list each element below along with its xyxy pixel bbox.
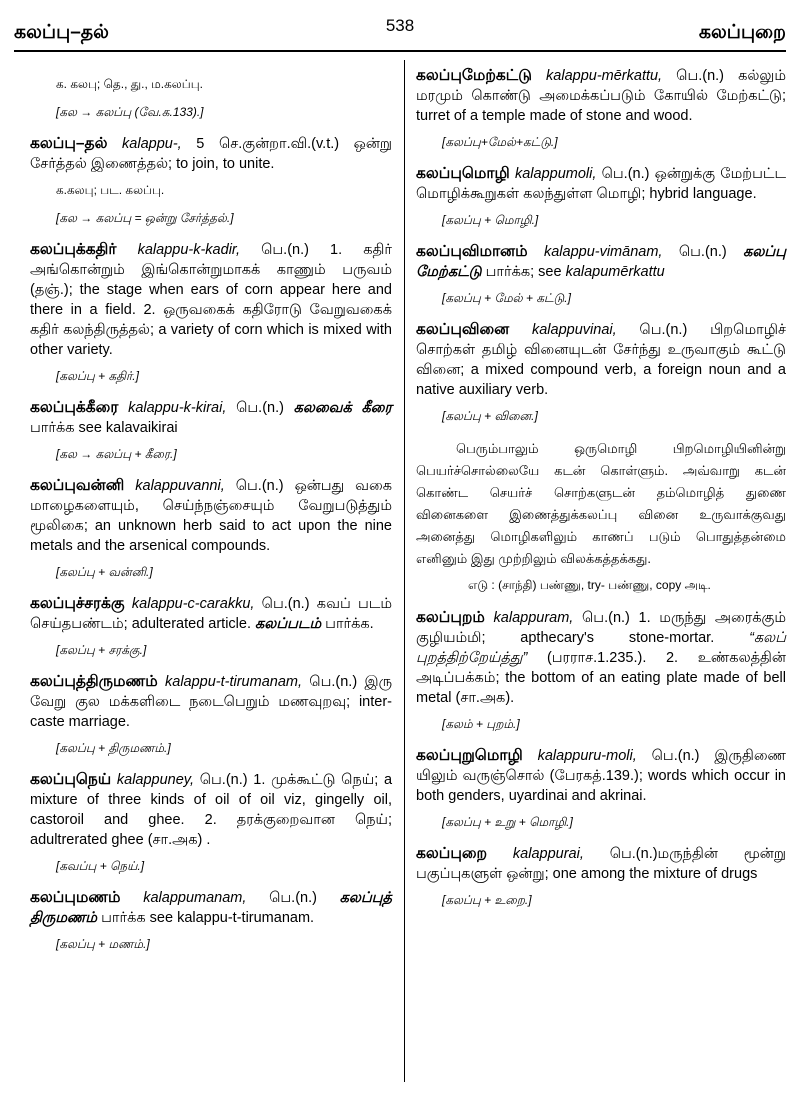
usage-note: பெரும்பாலும் ஒருமொழி பிறமொழியினின்று பெயர்ச்சொல்லையே கடன் கொள்ளும். அவ்வாறு கடன் கொண்ட செயர்ச் சொற்களுடன் தம்மொழித் துணை வினைகளை இணைத்துக்கலப்பு வினை உருவாக்குவது அனைத்து மொழிகளிலும் காணப் படும் பொதுத்தன்மை எனினும் இது முற்றிலும் விலக்கத்தக்கது. bbox=[416, 441, 786, 566]
dictionary-entry bbox=[416, 746, 786, 806]
header-left-guideword: கலப்பு–தல் bbox=[14, 22, 109, 43]
etymology: [கல → கலப்பு = ஒன்று சேர்த்தல்.] bbox=[56, 211, 234, 225]
definition: பெ.(n.) 1. கதிர் அங்கொன்றும் இங்கொன்றுமாகக் காணும் பருவம் (தஞ்.); the stage when ears of corn appear here and there in a field. 2. ஒருவகைக் கதிரோடு வேறுவகைக் கதிர் கலந்திருத்தல்; a variety of corn which is mixed with other variety. bbox=[30, 242, 393, 358]
citation-quote: “கலப் புறத்திற்றேய்த்து” bbox=[416, 630, 786, 666]
dictionary-entry bbox=[30, 240, 392, 360]
headword: கலப்புவிமானம் bbox=[416, 243, 528, 260]
transliteration: kalappurai, bbox=[512, 846, 584, 862]
transliteration: kalappu-, bbox=[122, 136, 182, 152]
right-column bbox=[416, 66, 786, 922]
headword: கலப்புநெய் bbox=[30, 771, 112, 788]
headword: கலப்புக்கதிர் bbox=[30, 241, 117, 258]
definition: பார்க்க; see bbox=[481, 264, 566, 280]
transliteration: kalappuvanni, bbox=[135, 478, 225, 494]
etymology: [கல → கலப்பு + கீரை.] bbox=[56, 447, 177, 461]
definition: பெ.(n.) bbox=[246, 890, 340, 906]
transliteration: kalappumoli, bbox=[514, 166, 597, 182]
definition: 5 செ.குன்றா.வி.(v.t.) ஒன்று சேர்த்தல் இணைத்தல்; to join, to unite. bbox=[30, 136, 393, 172]
transliteration: kalappu-vimānam, bbox=[543, 244, 663, 260]
dictionary-entry bbox=[416, 608, 786, 708]
transliteration: kalappuvinai, bbox=[531, 322, 617, 338]
etymology: [கலப்பு + வன்னி.] bbox=[56, 565, 153, 579]
transliteration: kalappumanam, bbox=[143, 890, 247, 906]
dictionary-entry bbox=[416, 164, 786, 204]
etymology: [கலப்பு + சரக்கு.] bbox=[56, 643, 147, 657]
dictionary-entry bbox=[416, 844, 786, 884]
definition: பார்க்க see kalavaikirai bbox=[30, 420, 178, 436]
definition: (பரராச.1.235.). 2. உண்கலத்தின் அடிப்பக்கம்; the bottom of an eating plate made of bell metal (சா.அக). bbox=[416, 650, 786, 706]
definition: பார்க்க. bbox=[321, 616, 374, 632]
headword: கலப்புமணம் bbox=[30, 889, 121, 906]
headword: கலப்புக்கீரை bbox=[30, 399, 119, 416]
header-right-guideword: கலப்புறை bbox=[698, 22, 786, 43]
definition: பெ.(n.) இருதிணை யிலும் வருஞ்சொல் (பேரகத்.139.); words which occur in both genders, uyardinai and akrinai. bbox=[416, 748, 786, 804]
page-number: 538 bbox=[385, 16, 415, 35]
etymology: [கலப்பு + மேல் + கட்டு.] bbox=[442, 291, 571, 305]
transliteration: kalappuram, bbox=[493, 610, 574, 626]
headword: கலப்புறம் bbox=[416, 609, 485, 626]
definition: பார்க்க see kalappu-t-tirumanam. bbox=[97, 910, 315, 926]
etymology: [கலப்பு+மேல்+கட்டு.] bbox=[442, 135, 558, 149]
definition: பெ.(n.) இரு வேறு குல மக்களிடை நடைபெறும் மணவுறவு; inter-caste marriage. bbox=[30, 674, 393, 730]
definition: பெ.(n.) கல்லும் மரமும் கொண்டு அமைக்கப்படும் கோயில் மேற்கட்டு; turret of a temple made of stone and wood. bbox=[416, 68, 786, 124]
headword: கலப்புமொழி bbox=[416, 165, 510, 182]
headword: கலப்புறுமொழி bbox=[416, 747, 523, 764]
headword: கலப்புவன்னி bbox=[30, 477, 125, 494]
dictionary-entry bbox=[30, 476, 392, 556]
dictionary-entry bbox=[30, 672, 392, 732]
page-header bbox=[14, 16, 786, 50]
etymology: [கலப்பு + மொழி.] bbox=[442, 213, 539, 227]
definition: பெ.(n.)மருந்தின் மூன்று பகுப்புகளுள் ஒன்று; one among the mixture of drugs bbox=[416, 846, 786, 882]
dictionary-entry bbox=[416, 242, 786, 282]
transliteration: kalappu-k-kadir, bbox=[137, 242, 240, 258]
definition: பெ.(n.) பிறமொழிச் சொற்கள் தமிழ் வினையுடன் சேர்ந்து உருவாகும் கூட்டு வினை; a mixed compound verb, a foreign noun and a native auxiliary verb. bbox=[416, 322, 786, 398]
transliteration: kalappuru-moli, bbox=[537, 748, 637, 764]
header-rule bbox=[14, 50, 786, 52]
etymology: [கவப்பு + நெய்.] bbox=[56, 859, 145, 873]
transliteration: kalappuney, bbox=[116, 772, 194, 788]
etymology: [கலம் + புறம்.] bbox=[442, 717, 520, 731]
etymology: [கலப்பு + உறை.] bbox=[442, 893, 532, 907]
headword: கலப்புச்சரக்கு bbox=[30, 595, 125, 612]
dictionary-entry bbox=[416, 66, 786, 126]
etymology: [கல → கலப்பு (வே.க.133).] bbox=[56, 105, 204, 119]
etymology: [கலப்பு + வினை.] bbox=[442, 409, 538, 423]
headword: கலப்புறை bbox=[416, 845, 488, 862]
dictionary-entry bbox=[416, 320, 786, 400]
transliteration: kalappu-c-carakku, bbox=[131, 596, 255, 612]
headword: கலப்புமேற்கட்டு bbox=[416, 67, 532, 84]
dictionary-entry bbox=[30, 888, 392, 928]
dictionary-entry bbox=[30, 134, 392, 174]
usage-example: எடு : (சாந்தி) பண்ணு, try- பண்ணு, copy அடி. bbox=[468, 578, 711, 592]
headword: கலப்புவினை bbox=[416, 321, 510, 338]
transliteration: kalappu-t-tirumanam, bbox=[165, 674, 302, 690]
cognates: க.கலபு; பட. கலப்பு. bbox=[56, 183, 165, 197]
dictionary-entry bbox=[30, 770, 392, 850]
headword: கலப்பு–தல் bbox=[30, 135, 108, 152]
cross-reference: கலப்படம் bbox=[255, 616, 322, 632]
etymology: [கலப்பு + கதிர்.] bbox=[56, 369, 139, 383]
definition: பெ.(n.) கவப் படம் செய்தபண்டம்; adulterated article. bbox=[30, 596, 393, 632]
definition: பெ.(n.) bbox=[662, 244, 744, 260]
definition: பெ.(n.) bbox=[226, 400, 294, 416]
column-divider bbox=[404, 60, 405, 1082]
cross-reference: கலப்பு மேற்கட்டு bbox=[416, 244, 786, 280]
definition: பெ.(n.) ஒன்றுக்கு மேற்பட்ட மொழிக்கூறுகள் கலந்துள்ள மொழி; hybrid language. bbox=[416, 166, 786, 202]
headword: கலப்புத்திருமணம் bbox=[30, 673, 158, 690]
definition: பெ.(n.) 1. மருந்து அரைக்கும் குழியம்மி; apthecary's stone-mortar. bbox=[416, 610, 786, 646]
dictionary-entry bbox=[30, 594, 392, 634]
etymology: [கலப்பு + திருமணம்.] bbox=[56, 741, 171, 755]
cross-reference: கலவைக் கீரை bbox=[293, 400, 393, 416]
cognates: க. கலபு; தெ., து., ம.கலப்பு. bbox=[56, 77, 203, 91]
cross-reference-transliteration: kalapumērkattu bbox=[565, 264, 665, 280]
left-column bbox=[30, 66, 392, 966]
dictionary-entry bbox=[30, 398, 392, 438]
definition: பெ.(n.) ஒன்பது வகை மாழைகளையும், செய்ந்நஞ்சையும் வேறுபடுத்தும் மூலிகை; an unknown herb said to act upon the nine metals and the arsenical compounds. bbox=[30, 478, 392, 554]
definition: பெ.(n.) 1. முக்கூட்டு நெய்; a mixture of three kinds of oil of oil viz, gingelly oil, castoroil and ghee. 2. தரக்குறைவான நெய்; adultrerated ghee (சா.அக) . bbox=[30, 772, 393, 848]
cross-reference: கலப்புத் திருமணம் bbox=[30, 890, 392, 926]
etymology: [கலப்பு + மணம்.] bbox=[56, 937, 150, 951]
etymology: [கலப்பு + உறு + மொழி.] bbox=[442, 815, 573, 829]
transliteration: kalappu-mērkattu, bbox=[546, 68, 663, 84]
transliteration: kalappu-k-kirai, bbox=[128, 400, 227, 416]
